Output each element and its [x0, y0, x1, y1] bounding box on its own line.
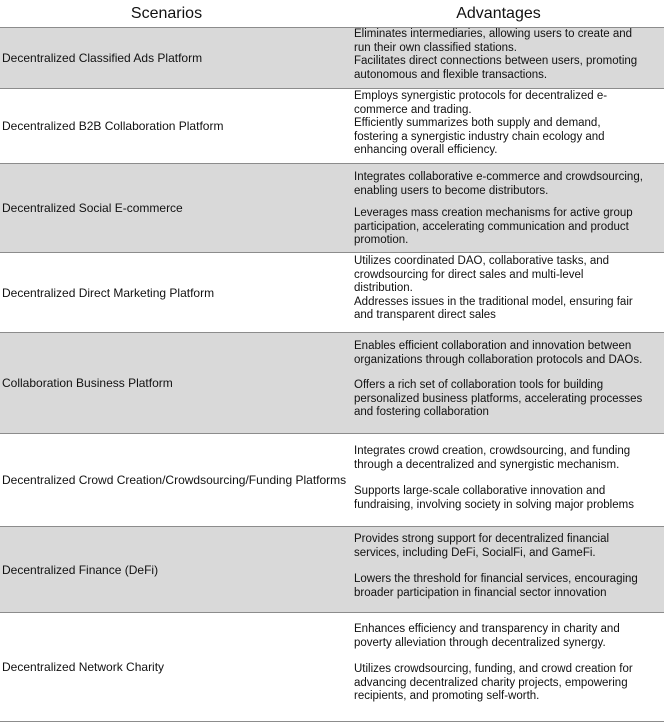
table-row [0, 89, 664, 164]
advantage-paragraph [354, 573, 662, 600]
scenario-cell: Decentralized Network Charity [2, 660, 165, 674]
advantage-line: Integrates crowd creation, crowdsourcing, and funding [354, 445, 631, 457]
table-row [0, 27, 664, 89]
scenario-cell: Decentralized Classified Ads Platform [2, 51, 203, 65]
advantage-line: Leverages mass creation mechanisms for active group [354, 207, 633, 219]
advantage-line: Integrates collaborative e-commerce and crowdsourcing, [354, 171, 643, 183]
advantage-paragraph [354, 207, 662, 248]
advantages-cell [352, 28, 664, 88]
advantage-line: Eliminates intermediaries, allowing users to create and [354, 28, 633, 40]
scenario-cell: Decentralized Social E-commerce [2, 201, 183, 215]
advantage-line: distribution. [354, 282, 413, 294]
advantage-line: and fostering collaboration [354, 406, 489, 418]
advantage-line: services, including DeFi, SocialFi, and GameFi. [354, 546, 596, 559]
advantage-line: advancing decentralized charity projects, empowering [354, 676, 628, 689]
table-body [0, 27, 664, 722]
advantage-line: organizations through collaboration protocols and DAOs. [354, 353, 643, 366]
advantages-cell [352, 333, 664, 433]
advantage-line: through a decentralized and synergistic mechanism. [354, 458, 620, 471]
advantage-paragraph [354, 117, 662, 158]
advantage-paragraph [354, 28, 662, 55]
advantage-paragraph [354, 379, 662, 420]
advantages-cell [352, 434, 664, 526]
scenario-cell: Decentralized Crowd Creation/Crowdsourcing/Funding Platforms [2, 473, 347, 487]
scenario-cell: Decentralized B2B Collaboration Platform [2, 119, 224, 133]
advantage-line: Utilizes coordinated DAO, collaborative tasks, and [354, 255, 610, 267]
advantages-cell [352, 527, 664, 612]
advantage-line: crowdsourcing for direct sales and multi-level [354, 268, 584, 281]
scenario-cell: Decentralized Finance (DeFi) [2, 562, 159, 577]
advantage-line: fostering a synergistic industry chain ecology and [354, 130, 605, 143]
table-row [0, 333, 664, 434]
table-row [0, 253, 664, 333]
advantage-paragraph [354, 340, 662, 367]
advantage-line: Facilitates direct connections between users, promoting [354, 55, 638, 67]
advantage-paragraph [354, 663, 662, 704]
advantage-line: promotion. [354, 234, 409, 246]
advantage-line: Enhances efficiency and transparency in charity and [354, 623, 620, 635]
advantage-line: Addresses issues in the traditional model, ensuring fair [354, 295, 633, 308]
advantage-line: personalized business platforms, accelerating processes [354, 392, 643, 405]
advantage-line: run their own classified stations. [354, 41, 517, 54]
advantage-line: broader participation in financial sector innovation [354, 586, 607, 599]
advantage-line: Offers a rich set of collaboration tools for building [354, 379, 604, 391]
header-scenarios: Scenarios [130, 5, 203, 22]
advantage-line: commerce and trading. [354, 103, 472, 116]
advantage-line: and transparent direct sales [354, 309, 496, 321]
advantage-line: Enables efficient collaboration and innovation between [354, 340, 632, 352]
advantage-line: fundraising, involving society in solving major problems [354, 498, 634, 511]
advantage-line: autonomous and flexible transactions. [354, 68, 548, 81]
header-advantages: Advantages [456, 5, 541, 22]
advantage-line: Utilizes crowdsourcing, funding, and crowd creation for [354, 663, 633, 675]
advantages-cell [352, 253, 664, 332]
advantage-line: Provides strong support for decentralized financial [354, 533, 610, 545]
advantage-paragraph [354, 55, 662, 82]
advantage-line: poverty alleviation through decentralized synergy. [354, 636, 606, 649]
advantage-line: Efficiently summarizes both supply and demand, [354, 117, 601, 129]
advantage-line: enhancing overall efficiency. [354, 144, 498, 156]
advantage-line: participation, accelerating communication and product [354, 220, 629, 233]
advantages-cell [352, 164, 664, 252]
advantage-line: recipients, and promoting self-worth. [354, 690, 540, 702]
scenario-cell: Collaboration Business Platform [2, 376, 173, 390]
advantage-paragraph [354, 171, 662, 198]
advantage-paragraph [354, 533, 662, 560]
advantage-paragraph [354, 445, 662, 472]
table-header [0, 0, 664, 27]
table-row [0, 613, 664, 722]
advantage-paragraph [354, 90, 662, 117]
advantage-paragraph [354, 485, 662, 512]
scenario-cell: Decentralized Direct Marketing Platform [2, 285, 215, 300]
advantage-line: Supports large-scale collaborative innovation and [354, 485, 606, 497]
advantage-line: Lowers the threshold for financial services, encouraging [354, 573, 638, 585]
advantage-paragraph [354, 623, 662, 650]
table-row [0, 164, 664, 253]
advantage-paragraph [354, 255, 662, 296]
advantage-paragraph [354, 296, 662, 323]
advantages-cell [352, 613, 664, 721]
table-row [0, 527, 664, 613]
advantage-line: enabling users to become distributors. [354, 184, 549, 197]
table-row [0, 434, 664, 527]
advantages-cell [352, 89, 664, 163]
advantage-line: Employs synergistic protocols for decentralized e- [354, 90, 608, 102]
